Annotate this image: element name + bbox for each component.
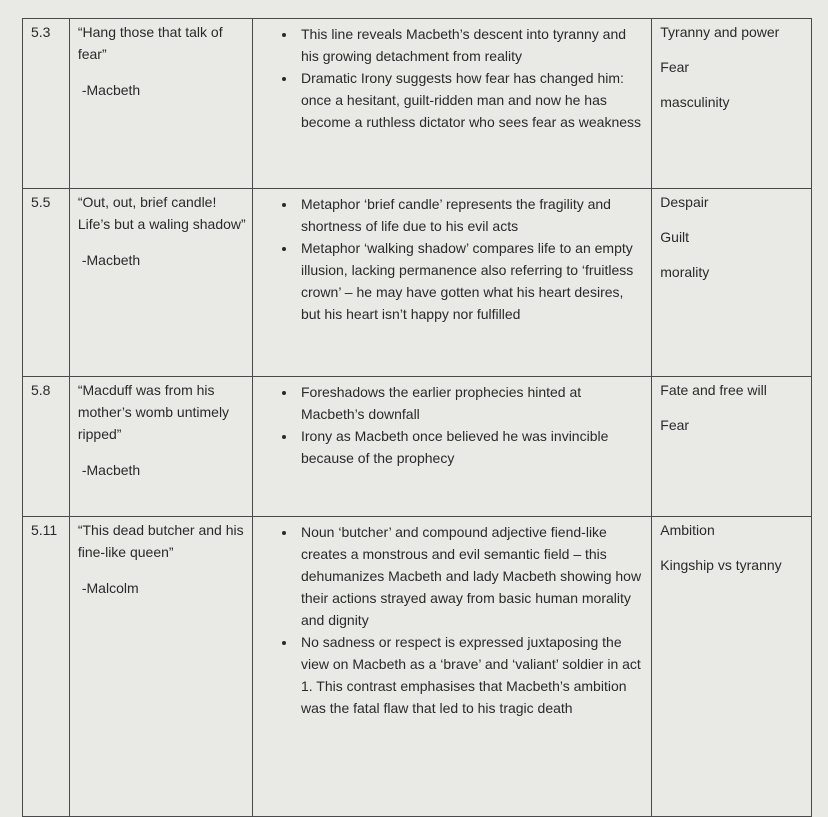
speaker: -Malcolm	[81, 580, 139, 596]
theme: Fear	[660, 59, 690, 75]
scene-cell: 5.3	[23, 19, 70, 189]
quote-text: “Macduff was from his mother’s womb untimely ripped”	[77, 382, 230, 442]
quote-text: “This dead butcher and his fine-like queen”	[77, 522, 244, 560]
themes-cell	[652, 517, 812, 817]
quote-analysis-table	[22, 18, 812, 817]
theme: Guilt	[660, 229, 690, 245]
quote-cell	[69, 189, 252, 377]
quote-cell	[69, 19, 252, 189]
speaker: -Macbeth	[81, 252, 141, 268]
theme: masculinity	[660, 94, 730, 110]
analysis-cell	[252, 19, 651, 189]
analysis-point: • Dramatic Irony suggests how fear has changed him: once a hesitant, guilt-ridden man and now he has become a ruthless dictator who sees fear as weakness	[297, 67, 645, 133]
quote-text: “Out, out, brief candle! Life’s but a waling shadow”	[77, 194, 246, 232]
theme: Kingship vs tyranny	[660, 557, 782, 573]
quote-cell	[69, 377, 252, 517]
analysis-cell	[252, 377, 651, 517]
table-row	[23, 189, 812, 377]
analysis-point: • No sadness or respect is expressed juxtaposing the view on Macbeth as a ‘brave’ and ‘valiant’ soldier in act 1. This contrast emphasises that Macbeth’s ambition was the fatal flaw that led to his tragic death	[297, 631, 645, 719]
table-row	[23, 517, 812, 817]
themes-cell	[652, 377, 812, 517]
table-row	[23, 377, 812, 517]
scene-cell: 5.8	[23, 377, 70, 517]
speaker: -Macbeth	[81, 462, 141, 478]
quote-text: “Hang those that talk of fear”	[77, 24, 223, 62]
analysis-point: • Metaphor ‘walking shadow’ compares life to an empty illusion, lacking permanence also referring to ‘fruitless crown’ – he may have gotten what his heart desires, but his heart isn’t happy nor fulfilled	[297, 237, 645, 325]
analysis-point: • This line reveals Macbeth’s descent into tyranny and his growing detachment from reality	[297, 23, 645, 67]
analysis-cell	[252, 517, 651, 817]
theme: Despair	[660, 194, 709, 210]
analysis-point: • Noun ‘butcher’ and compound adjective fiend-like creates a monstrous and evil semantic field – this dehumanizes Macbeth and lady Macbeth showing how their actions strayed away from basic human morality and dignity	[297, 521, 645, 631]
theme: Tyranny and power	[660, 24, 780, 40]
speaker: -Macbeth	[81, 82, 141, 98]
analysis-cell	[252, 189, 651, 377]
theme: Fear	[660, 417, 690, 433]
quote-cell	[69, 517, 252, 817]
table-row	[23, 19, 812, 189]
analysis-point: • Foreshadows the earlier prophecies hinted at Macbeth’s downfall	[297, 381, 645, 425]
themes-cell	[652, 189, 812, 377]
analysis-point: • Metaphor ‘brief candle’ represents the fragility and shortness of life due to his evil acts	[297, 193, 645, 237]
theme: Fate and free will	[660, 382, 767, 398]
theme: Ambition	[660, 522, 715, 538]
scene-cell: 5.11	[23, 517, 70, 817]
themes-cell	[652, 19, 812, 189]
scene-cell: 5.5	[23, 189, 70, 377]
theme: morality	[660, 264, 710, 280]
analysis-point: • Irony as Macbeth once believed he was invincible because of the prophecy	[297, 425, 645, 469]
